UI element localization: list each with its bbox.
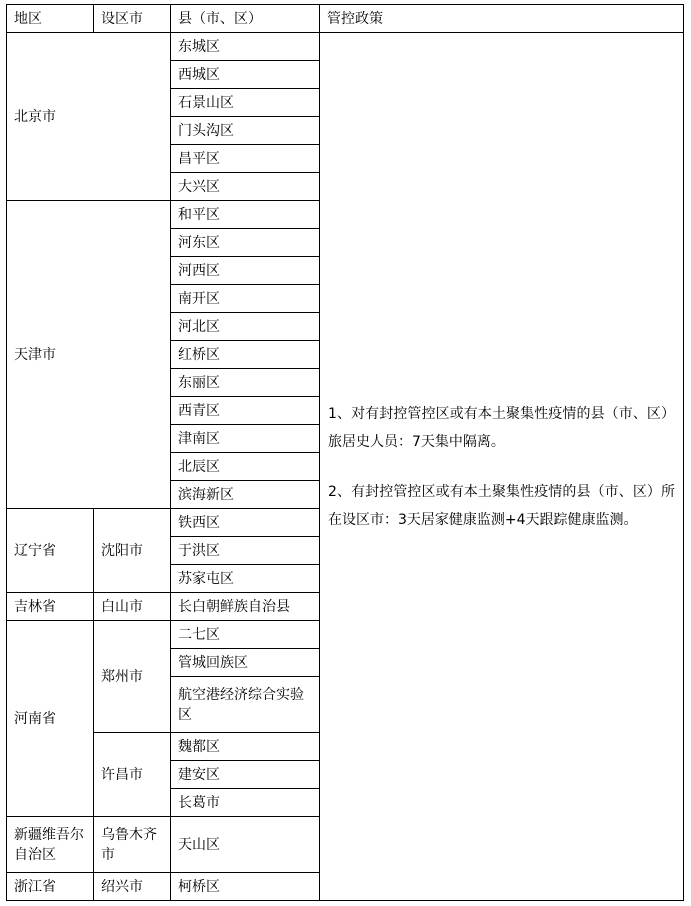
header-city: 设区市 (94, 5, 171, 33)
county-cell: 东丽区 (171, 369, 320, 397)
city-zhengzhou: 郑州市 (94, 621, 171, 733)
county-cell: 天山区 (171, 817, 320, 873)
city-xuchang: 许昌市 (94, 733, 171, 817)
county-cell: 昌平区 (171, 145, 320, 173)
county-cell: 西城区 (171, 61, 320, 89)
county-cell: 苏家屯区 (171, 565, 320, 593)
header-region: 地区 (7, 5, 94, 33)
county-cell: 铁西区 (171, 509, 320, 537)
county-cell: 津南区 (171, 425, 320, 453)
city-baishan: 白山市 (94, 593, 171, 621)
region-zhejiang: 浙江省 (7, 873, 94, 901)
county-cell: 大兴区 (171, 173, 320, 201)
county-cell: 二七区 (171, 621, 320, 649)
city-shaoxing: 绍兴市 (94, 873, 171, 901)
region-liaoning: 辽宁省 (7, 509, 94, 593)
region-henan: 河南省 (7, 621, 94, 817)
county-cell: 和平区 (171, 201, 320, 229)
county-cell: 柯桥区 (171, 873, 320, 901)
county-cell: 于洪区 (171, 537, 320, 565)
region-tianjin: 天津市 (7, 201, 171, 509)
county-cell: 魏都区 (171, 733, 320, 761)
county-cell: 石景山区 (171, 89, 320, 117)
policy-table (6, 4, 684, 901)
county-cell: 东城区 (171, 33, 320, 61)
county-cell: 滨海新区 (171, 481, 320, 509)
county-cell: 长葛市 (171, 789, 320, 817)
county-cell: 门头沟区 (171, 117, 320, 145)
city-urumqi: 乌鲁木齐市 (94, 817, 171, 873)
header-county: 县（市、区） (171, 5, 320, 33)
county-cell: 河北区 (171, 313, 320, 341)
policy-item-1: 1、对有封控管控区或有本土聚集性疫情的县（市、区）旅居史人员：7天集中隔离。 (328, 405, 675, 450)
county-cell: 红桥区 (171, 341, 320, 369)
header-policy: 管控政策 (320, 5, 684, 33)
county-cell: 北辰区 (171, 453, 320, 481)
county-cell: 长白朝鲜族自治县 (171, 593, 320, 621)
county-cell: 西青区 (171, 397, 320, 425)
header-row (7, 5, 684, 33)
policy-item-2: 2、有封控管控区或有本土聚集性疫情的县（市、区）所在设区市：3天居家健康监测+4天跟踪健康监测。 (328, 483, 675, 528)
county-cell: 河东区 (171, 229, 320, 257)
city-shenyang: 沈阳市 (94, 509, 171, 593)
county-cell: 河西区 (171, 257, 320, 285)
policy-cell (320, 33, 684, 901)
table-row (7, 33, 684, 61)
region-xinjiang: 新疆维吾尔自治区 (7, 817, 94, 873)
county-cell: 建安区 (171, 761, 320, 789)
county-cell: 航空港经济综合实验区 (171, 677, 320, 733)
region-jilin: 吉林省 (7, 593, 94, 621)
county-cell: 南开区 (171, 285, 320, 313)
region-beijing: 北京市 (7, 33, 171, 201)
county-cell: 管城回族区 (171, 649, 320, 677)
